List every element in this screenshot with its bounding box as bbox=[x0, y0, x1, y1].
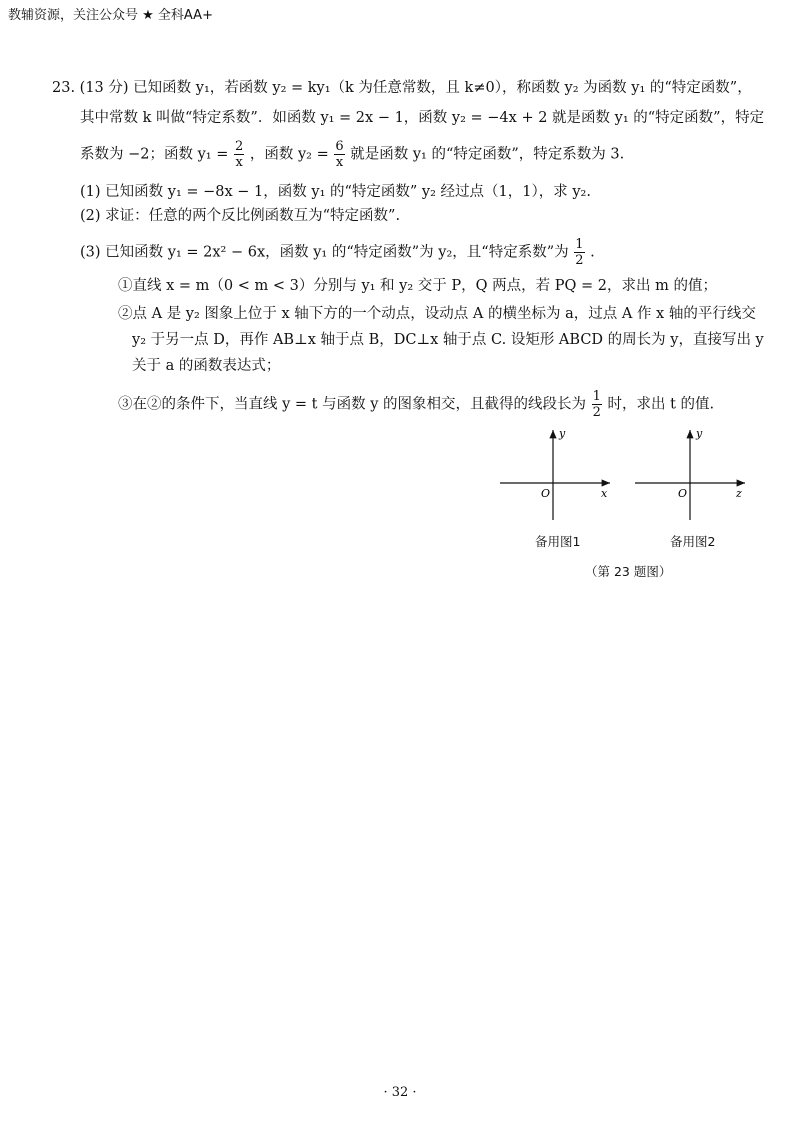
question-2: (2) 求证：任意的两个反比例函数互为“特定函数”. bbox=[80, 208, 401, 224]
fraction-numerator: 1 bbox=[592, 389, 601, 404]
sub-question-2-line-1: ②点 A 是 y₂ 图象上位于 x 轴下方的一个动点，设动点 A 的横坐标为 a，过点 A 作 x 轴的平行线交 bbox=[118, 306, 756, 322]
sub-question-2-line-2: y₂ 于另一点 D，再作 AB⊥x 轴于点 B，DC⊥x 轴于点 C. 设矩形 ABCD 的周长为 y，直接写出 y bbox=[132, 332, 764, 348]
fraction-denominator: x bbox=[235, 155, 243, 170]
y-axis-label: y bbox=[559, 427, 566, 440]
fraction-denominator: 2 bbox=[575, 253, 584, 268]
origin-label: O bbox=[541, 487, 551, 500]
question-3-end: . bbox=[590, 244, 595, 261]
y-axis-label: y bbox=[696, 427, 703, 440]
fraction-1-over-2 bbox=[574, 238, 584, 267]
coordinate-figure-2 bbox=[633, 425, 753, 525]
figure-group-caption: （第 23 题图） bbox=[585, 564, 672, 579]
x-axis-label: x bbox=[601, 487, 608, 500]
origin-label: O bbox=[678, 487, 688, 500]
fraction-numerator: 1 bbox=[575, 237, 584, 252]
question-3-text: (3) 已知函数 y₁ = 2x² − 6x，函数 y₁ 的“特定函数”为 y₂，且“特定系数”为 bbox=[80, 244, 569, 261]
page-number: · 32 · bbox=[383, 1085, 417, 1100]
question-3 bbox=[80, 238, 595, 267]
figure-1-caption: 备用图1 bbox=[535, 534, 581, 549]
sub-question-1: ①直线 x = m（0 < m < 3）分别与 y₁ 和 y₂ 交于 P，Q 两点，若 PQ = 2，求出 m 的值； bbox=[118, 278, 717, 294]
problem-line-3-part-c: 就是函数 y₁ 的“特定函数”，特定系数为 3. bbox=[350, 146, 625, 163]
fraction-denominator: 2 bbox=[592, 405, 601, 420]
sub-question-3-text: ③在②的条件下，当直线 y = t 与函数 y 的图象相交，且截得的线段长为 bbox=[118, 396, 587, 413]
problem-line-1: 23. (13 分) 已知函数 y₁，若函数 y₂ = ky₁（k 为任意常数，且 k≠0），称函数 y₂ 为函数 y₁ 的“特定函数”， bbox=[52, 80, 752, 96]
page-header: 教辅资源，关注公众号 ★ 全科AA+ bbox=[8, 8, 213, 23]
figure-2-caption: 备用图2 bbox=[670, 534, 716, 549]
sub-question-3 bbox=[118, 390, 714, 419]
problem-line-3-part-b: ，函数 y₂ = bbox=[249, 146, 329, 163]
problem-line-3 bbox=[80, 140, 624, 169]
x-axis-label: z bbox=[736, 487, 742, 500]
fraction-6-over-x bbox=[334, 140, 344, 169]
sub-question-2-line-3: 关于 a 的函数表达式； bbox=[132, 358, 281, 374]
problem-line-2: 其中常数 k 叫做“特定系数”．如函数 y₁ = 2x − 1，函数 y₂ = −4x + 2 就是函数 y₁ 的“特定函数”，特定 bbox=[80, 110, 765, 126]
sub-question-3-end: 时，求出 t 的值. bbox=[607, 396, 715, 413]
question-1: (1) 已知函数 y₁ = −8x − 1，函数 y₁ 的“特定函数” y₂ 经过点（1，1），求 y₂. bbox=[80, 184, 591, 200]
fraction-numerator: 6 bbox=[335, 139, 344, 154]
fraction-denominator: x bbox=[335, 155, 344, 170]
fraction-numerator: 2 bbox=[234, 139, 244, 154]
problem-line-3-part-a: 系数为 −2；函数 y₁ = bbox=[80, 146, 229, 163]
fraction-2-over-x bbox=[234, 140, 244, 169]
coordinate-figure-1 bbox=[498, 425, 618, 525]
fraction-1-over-2 bbox=[592, 390, 602, 419]
